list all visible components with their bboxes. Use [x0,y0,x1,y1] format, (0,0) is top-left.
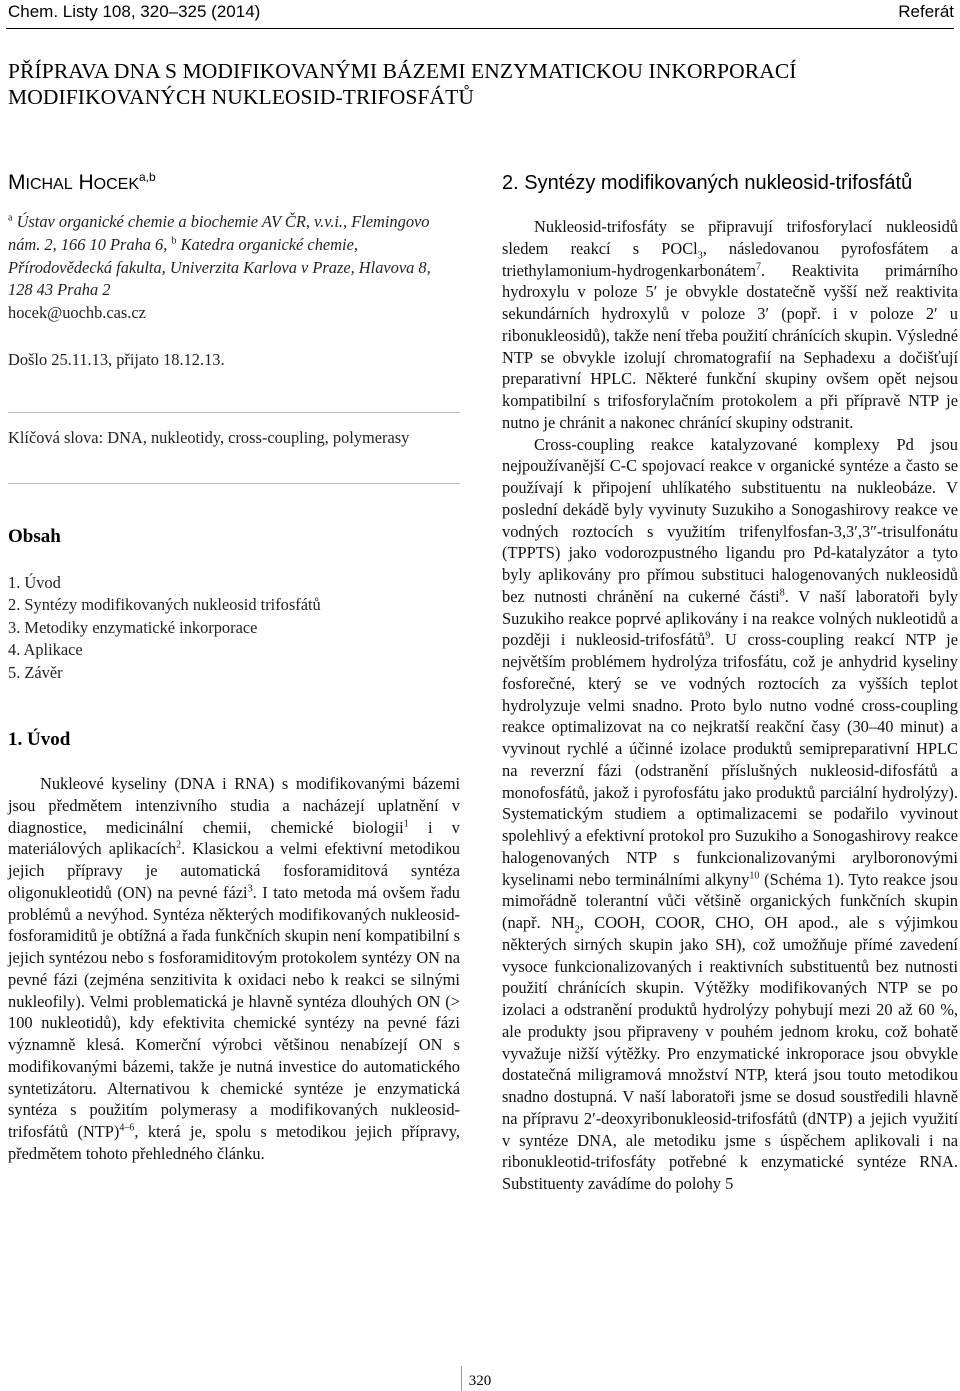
contents-item[interactable]: 2. Syntézy modifikovaných nukleosid trifosfátů [8,595,321,615]
author-last-rest: OCEK [93,176,139,193]
keywords: Klíčová slova: DNA, nukleotidy, cross-coupling, polymerasy [8,428,410,447]
section-1-body [8,773,460,1165]
section-2-heading: 2. Syntézy modifikovaných nukleosid-trifosfátů [502,172,913,194]
citation: 3 [247,883,253,895]
affiliation-b: Katedra organické chemie, Přírodovědecká fakulta, Univerzita Karlova v Praze, Hlavova 8, 128 43 Praha 2 [8,234,431,300]
received-accepted-dates: Došlo 25.11.13, přijato 18.12.13. [8,350,225,369]
journal-citation: Chem. Listy 108, 320–325 (2014) [8,2,261,21]
contents-heading: Obsah [8,526,61,547]
citation: 9 [705,630,711,642]
author-first-rest: ICHAL [25,176,73,193]
section-1-paragraph: Nukleové kyseliny (DNA i RNA) s modifikovanými bázemi jsou předmětem intenzivního studia a nacházejí uplatnění v diagnostice, medicinální chemii, chemické biologii$^1$ i v materiálových aplikacích$^2$. Klasickou a velmi efektivní metodikou jejich přípravy je automatická fosforamiditová syntéza oligonukleotidů (ON) na pevné fázi$^3$. I tato metoda má ovšem řadu problémů a nevýhod. Syntéza některých modifikovaných nukleosid-fosforamiditů je obtížná a řada funkčních skupin není kompatibilní s jejich syntézou nebo s fosforamiditovým protokolem syntézy ON na pevné fázi (zejména senzitivita k oxidaci nebo k reakci se silnými nukleofily). Velmi problematická je hlavně syntéza dlouhých ON (> 100 nukleotidů), kdy efektivita chemické syntézy na pevné fázi významně klesá. Komerční výrobci většinou nenabízejí ON s modifikovanými bázemi, takže je nutná investice do automatického syntetizátoru. Alternativou k chemické syntéze je enzymatická syntéza s použitím polymerasy a modifikovaných nukleosid-trifosfátů (NTP)$^{4-6}$, která je, spolu s metodikou jejich přípravy, předmětem tohoto přehledného článku. [8,774,461,1163]
citation: 1 [403,818,409,830]
section-1-heading: 1. Úvod [8,729,71,750]
contents-item[interactable]: 5. Závěr [8,662,63,682]
page-number: 320 [468,1373,492,1389]
citation: 4–6 [119,1122,135,1134]
author-last-initial: H [78,171,94,194]
affiliation-b-mark: b [171,235,177,247]
author-email[interactable]: hocek@uochb.cas.cz [8,303,146,323]
author [8,170,156,195]
affiliation-a: Ústav organické chemie a biochemie AV ČR, v.v.i., Flemingovo nám. 2, 166 10 Praha 6, [8,212,430,254]
contents-list [8,572,321,684]
citation: 10 [749,870,760,882]
affiliation-a-mark: a [8,212,13,224]
affiliation [8,211,458,325]
author-first-initial: M [8,171,26,194]
author-affiliation-marks: a,b [138,170,156,184]
article-title: PŘÍPRAVA DNA S MODIFIKOVANÝMI BÁZEMI ENZYMATICKOU INKORPORACÍ MODIFIKOVANÝCH NUKLEOSID-TRIFOSFÁTŮ [8,59,797,109]
header-divider [6,28,954,29]
contents-item[interactable]: 1. Úvod [8,573,61,592]
citation: 7 [755,261,761,273]
keywords-bottom-rule [8,483,460,484]
citation: 2 [176,839,182,851]
section-2-paragraph-2: Cross-coupling reakce katalyzované komplexy Pd jsou nejpoužívanější C-C spojovací reakce v organické syntéze a často se používají k připojení uhlíkatého substituentu na nukleobáze. V poslední dekádě byly vyvinuty Suzukiho a Sonogashirovy reakce ve vodných roztocích s využitím trifenylfosfan-3,3′,3″-trisulfonátu (TPPTS) jako vodorozpustného ligandu pro Pd-katalyzátor a tyto byly aplikovány pro přímou substituci halogenovaných nukleosidů bez nutnosti chránění na cukerné části$^8$. V naší laboratoři byly Suzukiho reakce poprvé aplikovány i na reakce volných nukleotidů a později i nukleosid-trifosfátů$^9$. U cross-coupling reakcí NTP je největším problémem hydrolýza trifosfátu, což je anhydrid kyseliny fosforečné, který se ve vodných roztocích za vyšších teplot hydrolyzuje velmi snadno. Proto bylo nutno vodné cross-coupling reakce optimalizovat na co nejkratší reakční časy (30–40 minut) a vyvinout rychlé a účinné izolace produktů semipreparativní HPLC na reverzní fázi (odstranění příslušných nukleosid-difosfátů a monofosfátů, jakož i pyrofosfátu jako produktů parciální hydrolýzy). Systematickým studiem a optimalizacemi se podařilo vyvinout spolehlivý a efektivní protokol pro Suzukiho a Sonogashirovy reakce halogenovaných NTP s funkcionalizovanými arylboronovými kyselinami nebo terminálními alkyny$^{10}$ (Schéma 1). Tyto reakce jsou mimořádně tolerantní vůči většině organických funkčních skupin (např. $NH_2$, COOH, COOR, CHO, OH apod., ale s výjimkou některých sirných skupin jako SH), což umožňuje přímé zavedení vysoce funkcionalizovaných i reaktivních substituentů bez nutnosti použití chránících skupin. Výtěžky modifikovaných NTP se po izolaci a odstranění produktů hydrolýzy pohybují mezi 20 až 60 %, ale produkty jsou připraveny v pouhém jednom kroku, což bohatě vyvažuje nižší výtěžky. Pro enzymatické inkroporace jsou obvykle dostatečná miligramová množství NTP, která jsou touto metodikou snadno dostupná. V naší laboratoři jsme se dosud soustředili hlavně na přípravu 2′-deoxyribonukleosid-trifosfátů (dNTP) a jejich využití v syntéze DNA, ale metodiku jsme s úspěchem aplikovali i na ribonukleotid-trifosfáty potřebné k enzymatické syntéze RNA. Substituenty zavádíme do polohy 5 [502,434,959,1193]
contents-item[interactable]: 3. Metodiky enzymatické inkorporace [8,617,258,637]
contents-item[interactable]: 4. Aplikace [8,640,83,660]
citation: 8 [779,587,785,599]
article-type: Referát [898,2,954,21]
section-2-paragraph-1: Nukleosid-trifosfáty se připravují trifosforylací nukleosidů sledem reakcí s POCl$_3$, následovanou pyrofosfátem a triethylamonium-hydrogenkarbonátem$^7$. Reaktivita primárního hydroxylu v poloze 5′ je obvykle dostatečně vyšší než reaktivita sekundárních hydroxylů v poloze 3′ (popř. i v poloze 2′ u ribonukleosidů), takže není třeba použití chránících skupin. Výsledné NTP se obvykle izolují chromatografií na Sephadexu a dočišťují preparativní HPLC. Některé funkční skupiny ovšem opět nejsou kompatibilní s trifosforylačním protokolem a při přípravě NTP je nutno je chránit a nakonec chránící skupiny odstranit. [502,217,958,432]
keywords-top-rule [8,412,460,413]
section-2-body [502,216,958,1195]
